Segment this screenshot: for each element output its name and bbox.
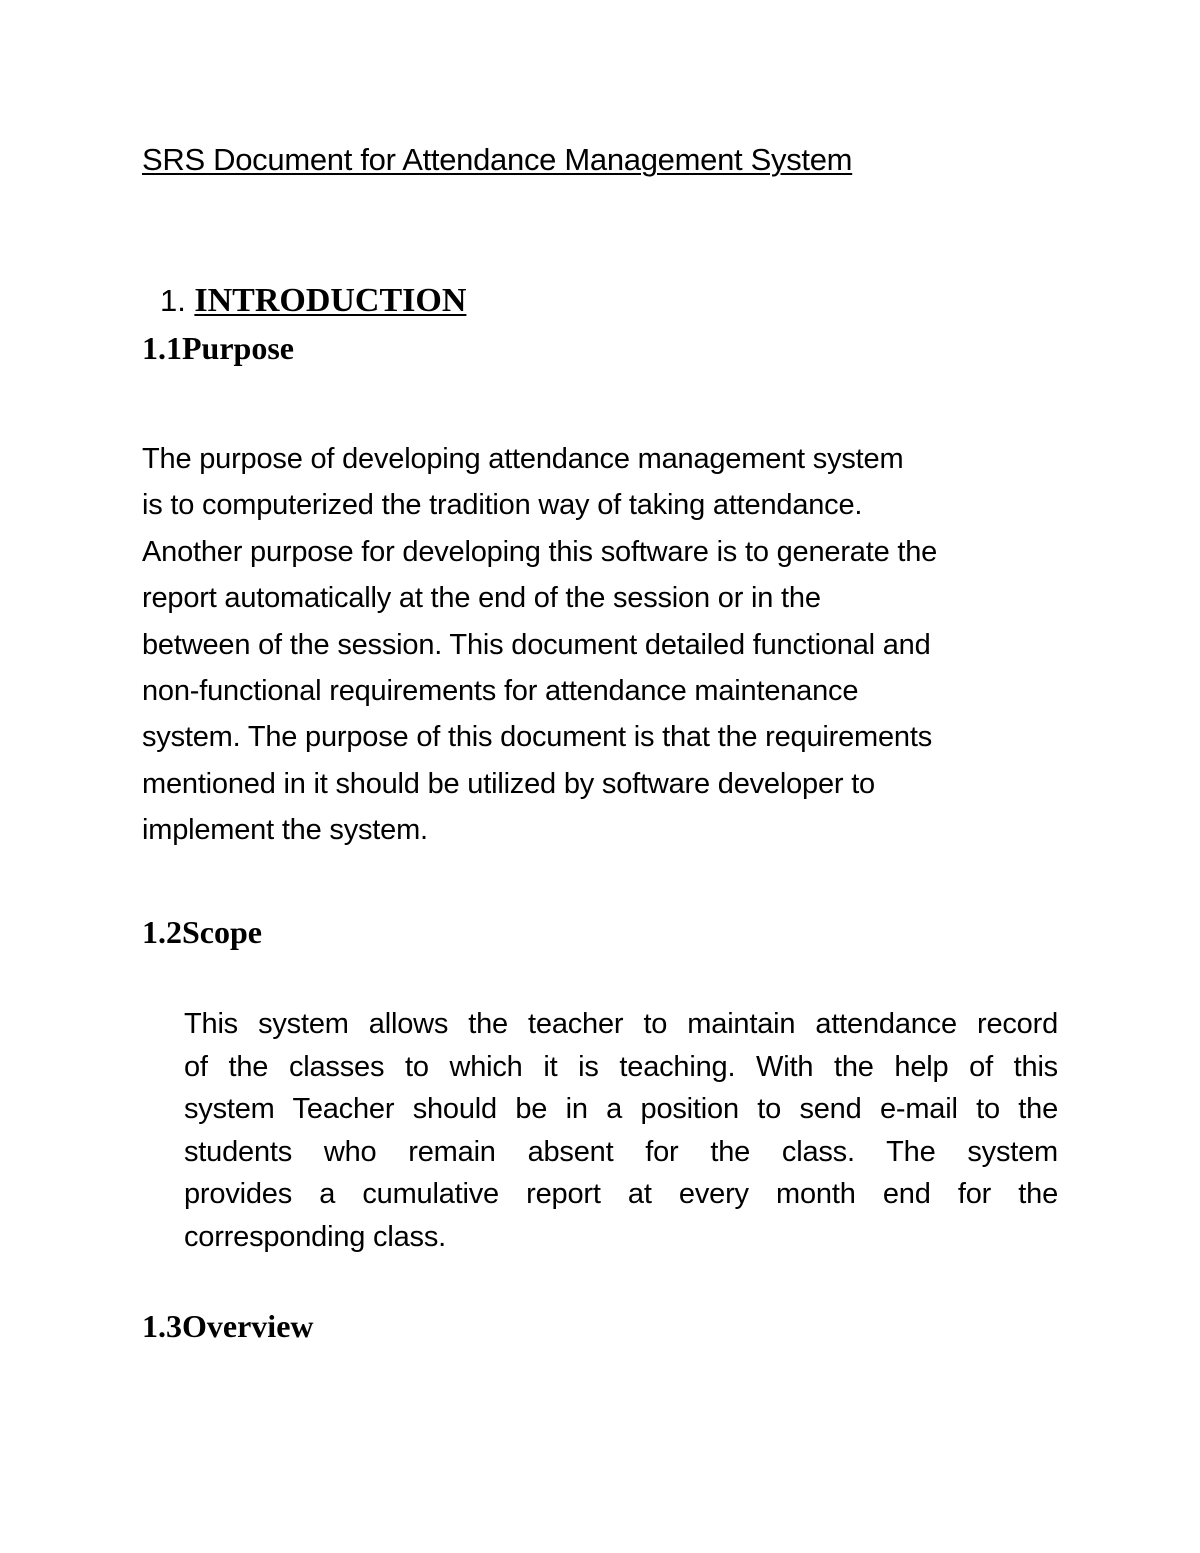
section-number: 1.	[160, 283, 186, 318]
purpose-heading: 1.1Purpose	[142, 330, 294, 366]
paragraph-line: provides a cumulative report at every month end for the	[184, 1178, 1058, 1211]
purpose-paragraph	[142, 436, 1102, 854]
paragraph-line: of the classes to which it is teaching. With the help of this	[184, 1050, 1058, 1083]
scope-paragraph	[184, 1003, 1058, 1259]
document-title: SRS Document for Attendance Management System	[142, 142, 853, 177]
paragraph-line: mentioned in it should be utilized by software developer to	[142, 767, 875, 800]
paragraph-line: implement the system.	[142, 814, 428, 847]
paragraph-line: is to computerized the tradition way of taking attendance.	[142, 489, 863, 522]
paragraph-line: between of the session. This document detailed functional and	[142, 628, 931, 661]
paragraph-line: The purpose of developing attendance management system	[142, 443, 904, 475]
overview-heading: 1.3Overview	[142, 1308, 314, 1344]
scope-heading: 1.2Scope	[142, 914, 262, 950]
paragraph-line: corresponding class.	[184, 1220, 446, 1253]
paragraph-line: system. The purpose of this document is that the requirements	[142, 721, 933, 754]
section-title: INTRODUCTION	[194, 282, 467, 319]
paragraph-line: Another purpose for developing this software is to generate the	[142, 535, 938, 568]
section-introduction-heading	[160, 282, 466, 320]
paragraph-line: students who remain absent for the class. The system	[184, 1135, 1058, 1168]
paragraph-line: This system allows the teacher to maintain attendance record	[184, 1008, 1058, 1040]
paragraph-line: non-functional requirements for attendance maintenance	[142, 675, 859, 708]
paragraph-line: report automatically at the end of the session or in the	[142, 582, 821, 615]
paragraph-line: system Teacher should be in a position to send e-mail to the	[184, 1093, 1058, 1126]
